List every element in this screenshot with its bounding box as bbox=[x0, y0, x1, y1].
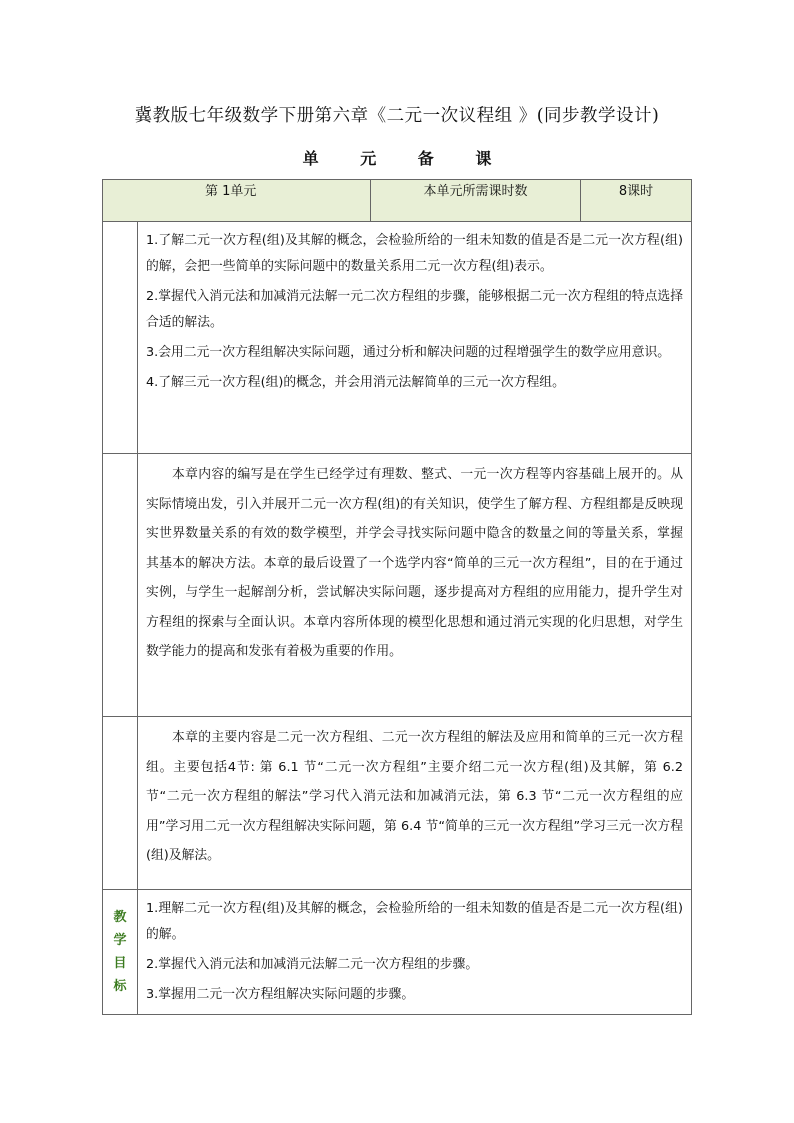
unit-goals-cell bbox=[138, 222, 692, 454]
list-item: 1.理解二元一次方程(组)及其解的概念，会检验所给的一组未知数的值是否是二元一次方程(组)的解。 bbox=[146, 901, 683, 942]
list-item: 2.掌握代入消元法和加减消元法解一元二次方程组的步骤，能够根据二元一次方程组的特点选择合适的解法。 bbox=[146, 289, 683, 330]
table-header-row bbox=[103, 180, 692, 222]
hours-label-cell: 本单元所需课时数 bbox=[371, 180, 581, 222]
unit-plan-table bbox=[102, 179, 692, 1015]
table-row bbox=[103, 222, 692, 454]
table-row bbox=[103, 454, 692, 717]
list-item: 3.会用二元一次方程组解决实际问题，通过分析和解决问题的过程增强学生的数学应用意识。 bbox=[146, 345, 671, 360]
row-side-label bbox=[103, 454, 138, 717]
list-item: 2.掌握代入消元法和加减消元法解二元一次方程组的步骤。 bbox=[146, 957, 479, 972]
list-item: 1.了解二元一次方程(组)及其解的概念，会检验所给的一组未知数的值是否是二元一次方程(组)的解，会把一些简单的实际问题中的数量关系用二元一次方程(组)表示。 bbox=[146, 233, 683, 274]
teaching-objectives-cell bbox=[138, 890, 692, 1015]
table-row bbox=[103, 717, 692, 890]
teaching-objectives-label: 教 学 目 标 bbox=[103, 890, 138, 1015]
list-item: 3.掌握用二元一次方程组解决实际问题的步骤。 bbox=[146, 987, 415, 1002]
row-side-label bbox=[103, 222, 138, 454]
row-side-label bbox=[103, 717, 138, 890]
unit-number-cell: 第 1单元 bbox=[103, 180, 371, 222]
paragraph: 本章的主要内容是二元一次方程组、二元一次方程组的解法及应用和简单的三元一次方程组。主要包括4节: 第 6.1 节“二元一次方程组”主要介绍二元一次方程(组)及其解，第 6.2 节“二元一次方程组的解法”学习代入消元法和加减消元法，第 6.3 节“二元一次方程组的应用”学习用二元一次方程组解决实际问题，第 6.4 节“简单的三元一次方程组”学习三元一次方程(组)及解法。 bbox=[146, 730, 683, 863]
unit-background-cell bbox=[138, 454, 692, 717]
document-title: 冀教版七年级数学下册第六章《二元一次议程组 》(同步教学设计) bbox=[134, 106, 660, 126]
paragraph: 本章内容的编写是在学生已经学过有理数、整式、一元一次方程等内容基础上展开的。从实际情境出发，引入并展开二元一次方程(组)的有关知识，使学生了解方程、方程组都是反映现实世界数量关系的有效的数学模型，并学会寻找实际问题中隐含的数量之间的等量关系，掌握其基本的解决方法。本章的最后设置了一个选学内容“简单的三元一次方程组”，目的在于通过实例，与学生一起解剖分析，尝试解决实际问题，逐步提高对方程组的应用能力，提升学生对方程组的探索与全面认识。本章内容所体现的模型化思想和通过消元实现的化归思想，对学生数学能力的提高和发张有着极为重要的作用。 bbox=[146, 467, 683, 659]
hours-value-cell: 8课时 bbox=[581, 180, 692, 222]
unit-content-cell bbox=[138, 717, 692, 890]
document-subtitle: 单 元 备 课 bbox=[302, 149, 510, 168]
list-item: 4.了解三元一次方程(组)的概念，并会用消元法解简单的三元一次方程组。 bbox=[146, 375, 565, 390]
table-row bbox=[103, 890, 692, 1015]
